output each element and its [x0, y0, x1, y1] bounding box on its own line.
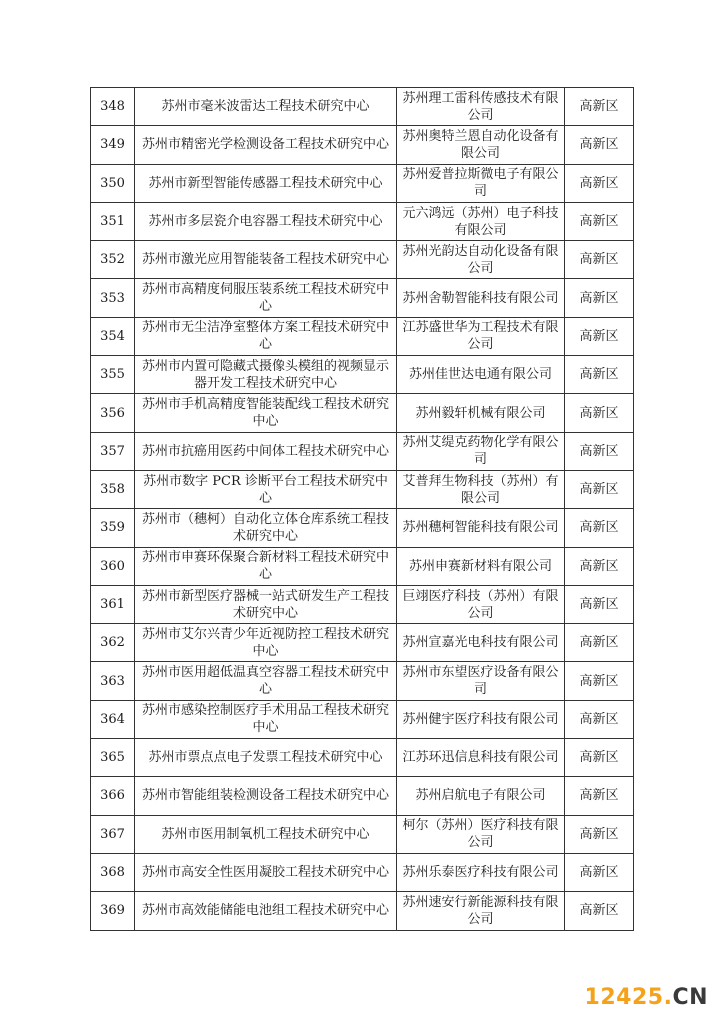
- district: 高新区: [565, 126, 634, 164]
- table-row: [91, 202, 634, 240]
- company-name: 苏州爱普拉斯微电子有限公司: [397, 164, 565, 202]
- district: 高新区: [565, 164, 634, 202]
- table-row: [91, 662, 634, 700]
- company-name: 苏州宣嘉光电科技有限公司: [397, 624, 565, 662]
- company-name: 苏州健宇医疗科技有限公司: [397, 700, 565, 738]
- table-row: [91, 815, 634, 853]
- watermark-number: 12425: [584, 985, 664, 1010]
- center-name: 苏州市艾尔兴青少年近视防控工程技术研究中心: [135, 624, 397, 662]
- table-row: [91, 394, 634, 432]
- center-name: 苏州市多层瓷介电容器工程技术研究中心: [135, 202, 397, 240]
- row-number: 351: [91, 202, 135, 240]
- table-row: [91, 700, 634, 738]
- district: 高新区: [565, 662, 634, 700]
- district: 高新区: [565, 624, 634, 662]
- center-name: 苏州市数字 PCR 诊断平台工程技术研究中心: [135, 470, 397, 508]
- company-name: 苏州奥特兰恩自动化设备有限公司: [397, 126, 565, 164]
- district: 高新区: [565, 317, 634, 355]
- site-watermark: [585, 985, 708, 1010]
- row-number: 350: [91, 164, 135, 202]
- center-name: 苏州市毫米波雷达工程技术研究中心: [135, 88, 397, 126]
- district: 高新区: [565, 394, 634, 432]
- row-number: 359: [91, 509, 135, 547]
- table-row: [91, 317, 634, 355]
- row-number: 360: [91, 547, 135, 585]
- row-number: 357: [91, 432, 135, 470]
- company-name: 苏州佳世达电通有限公司: [397, 356, 565, 394]
- center-name: 苏州市内置可隐藏式摄像头模组的视频显示器开发工程技术研究中心: [135, 356, 397, 394]
- center-name: 苏州市手机高精度智能装配线工程技术研究中心: [135, 394, 397, 432]
- center-name: 苏州市智能组装检测设备工程技术研究中心: [135, 777, 397, 815]
- company-name: 苏州理工雷科传感技术有限公司: [397, 88, 565, 126]
- row-number: 364: [91, 700, 135, 738]
- district: 高新区: [565, 585, 634, 623]
- district: 高新区: [565, 892, 634, 930]
- company-name: 苏州市东望医疗设备有限公司: [397, 662, 565, 700]
- company-name: 苏州穗柯智能科技有限公司: [397, 509, 565, 547]
- district: 高新区: [565, 777, 634, 815]
- row-number: 368: [91, 853, 135, 891]
- center-name: 苏州市抗癌用医药中间体工程技术研究中心: [135, 432, 397, 470]
- table-row: [91, 547, 634, 585]
- row-number: 361: [91, 585, 135, 623]
- table-row: [91, 356, 634, 394]
- company-name: 苏州速安行新能源科技有限公司: [397, 892, 565, 930]
- company-name: 苏州光韵达自动化设备有限公司: [397, 241, 565, 279]
- center-name: 苏州市票点点电子发票工程技术研究中心: [135, 739, 397, 777]
- district: 高新区: [565, 88, 634, 126]
- row-number: 356: [91, 394, 135, 432]
- company-name: 江苏环迅信息科技有限公司: [397, 739, 565, 777]
- center-name: 苏州市无尘洁净室整体方案工程技术研究中心: [135, 317, 397, 355]
- table-row: [91, 739, 634, 777]
- center-name: 苏州市精密光学检测设备工程技术研究中心: [135, 126, 397, 164]
- district: 高新区: [565, 279, 634, 317]
- table-row: [91, 164, 634, 202]
- center-name: 苏州市高安全性医用凝胶工程技术研究中心: [135, 853, 397, 891]
- district: 高新区: [565, 202, 634, 240]
- company-name: 艾普拜生物科技（苏州）有限公司: [397, 470, 565, 508]
- company-name: 柯尔（苏州）医疗科技有限公司: [397, 815, 565, 853]
- table-row: [91, 585, 634, 623]
- center-name: 苏州市新型医疗器械一站式研发生产工程技术研究中心: [135, 585, 397, 623]
- table-row: [91, 432, 634, 470]
- district: 高新区: [565, 470, 634, 508]
- company-name: 苏州申赛新材料有限公司: [397, 547, 565, 585]
- table-row: [91, 88, 634, 126]
- district: 高新区: [565, 356, 634, 394]
- row-number: 367: [91, 815, 135, 853]
- row-number: 369: [91, 892, 135, 930]
- table-row: [91, 777, 634, 815]
- district: 高新区: [565, 815, 634, 853]
- district: 高新区: [565, 547, 634, 585]
- center-name: 苏州市医用制氧机工程技术研究中心: [135, 815, 397, 853]
- company-name: 苏州艾缇克药物化学有限公司: [397, 432, 565, 470]
- table-row: [91, 279, 634, 317]
- row-number: 353: [91, 279, 135, 317]
- table-row: [91, 853, 634, 891]
- district: 高新区: [565, 700, 634, 738]
- center-name: 苏州市激光应用智能装备工程技术研究中心: [135, 241, 397, 279]
- table-row: [91, 624, 634, 662]
- district: 高新区: [565, 241, 634, 279]
- table-body: [91, 88, 634, 931]
- row-number: 348: [91, 88, 135, 126]
- district: 高新区: [565, 432, 634, 470]
- center-name: 苏州市高效能储能电池组工程技术研究中心: [135, 892, 397, 930]
- company-name: 巨翊医疗科技（苏州）有限公司: [397, 585, 565, 623]
- table-row: [91, 509, 634, 547]
- company-name: 元六鸿远（苏州）电子科技有限公司: [397, 202, 565, 240]
- engineering-center-table: [90, 87, 634, 931]
- company-name: 苏州乐泰医疗科技有限公司: [397, 853, 565, 891]
- company-name: 苏州启航电子有限公司: [397, 777, 565, 815]
- table-row: [91, 126, 634, 164]
- table-row: [91, 892, 634, 930]
- district: 高新区: [565, 739, 634, 777]
- center-name: 苏州市（穗柯）自动化立体仓库系统工程技术研究中心: [135, 509, 397, 547]
- company-name: 江苏盛世华为工程技术有限公司: [397, 317, 565, 355]
- center-name: 苏州市高精度伺服压装系统工程技术研究中心: [135, 279, 397, 317]
- company-name: 苏州毅轩机械有限公司: [397, 394, 565, 432]
- row-number: 363: [91, 662, 135, 700]
- row-number: 354: [91, 317, 135, 355]
- row-number: 349: [91, 126, 135, 164]
- row-number: 365: [91, 739, 135, 777]
- watermark-dot: .: [663, 985, 673, 1010]
- table-row: [91, 241, 634, 279]
- center-name: 苏州市医用超低温真空容器工程技术研究中心: [135, 662, 397, 700]
- row-number: 366: [91, 777, 135, 815]
- table-row: [91, 470, 634, 508]
- center-name: 苏州市感染控制医疗手术用品工程技术研究中心: [135, 700, 397, 738]
- district: 高新区: [565, 509, 634, 547]
- center-name: 苏州市新型智能传感器工程技术研究中心: [135, 164, 397, 202]
- row-number: 352: [91, 241, 135, 279]
- company-name: 苏州舍勒智能科技有限公司: [397, 279, 565, 317]
- watermark-suffix: CN: [672, 985, 708, 1010]
- row-number: 362: [91, 624, 135, 662]
- row-number: 355: [91, 356, 135, 394]
- center-name: 苏州市申赛环保聚合新材料工程技术研究中心: [135, 547, 397, 585]
- district: 高新区: [565, 853, 634, 891]
- row-number: 358: [91, 470, 135, 508]
